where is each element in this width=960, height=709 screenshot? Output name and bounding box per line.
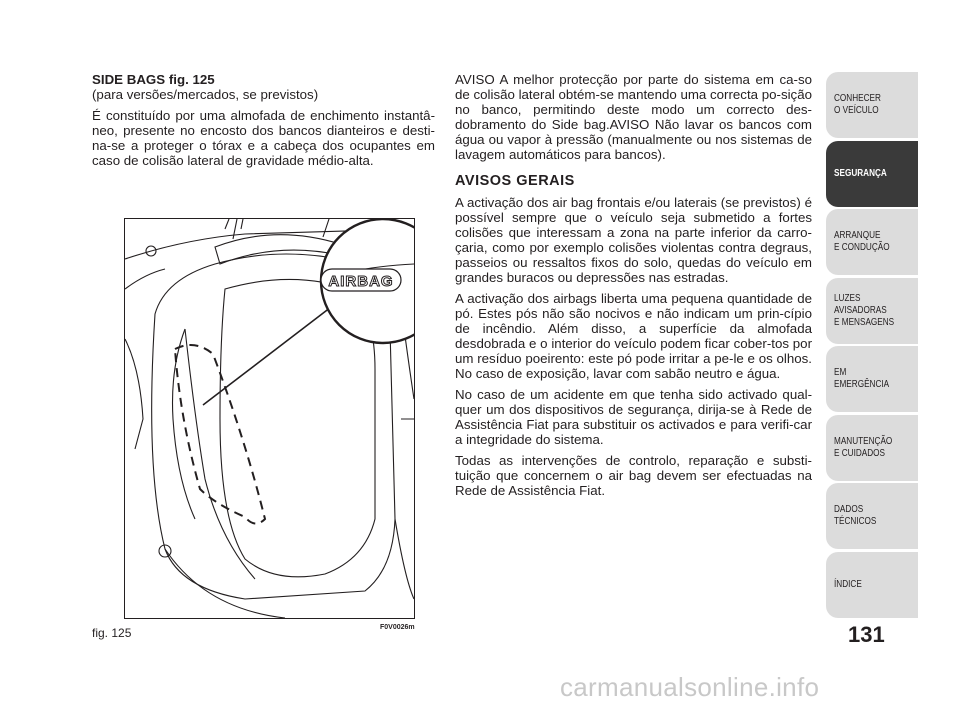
paragraph-activation: A activação dos air bag frontais e/ou laterais (se previstos) é possível sempre que o veículo seja submetido a fortes colisões que interessam a zona na parte inferior da carro-çaria, como por exemplo colisões violentas contra degraus, passeios ou ressaltos fixos do solo, quedas do veículo em grandes buracos ou depressões nas estradas. bbox=[455, 195, 812, 285]
tab-label: DADOS TÉCNICOS bbox=[834, 504, 877, 527]
paragraph-accident: No caso de um acidente em que tenha sido activado qual-quer um dos dispositivos de segurança, dirija-se à Rede de Assistência Fiat para substituir os activados e para verifi-car a integridade do sistema. bbox=[455, 387, 812, 447]
page-number: 131 bbox=[848, 622, 885, 647]
tab-label: ARRANQUE E CONDUÇÃO bbox=[834, 230, 890, 253]
side-bags-paragraph: É constituído por uma almofada de enchimento instantâ-neo, presente no encosto dos bancos dianteiros e desti-na-se a proteger o tórax e a cabeça dos ocupantes em caso de colisão lateral de gravidade médio-alta. bbox=[92, 108, 435, 168]
paragraph-dust: A activação dos airbags liberta uma pequena quantidade de pó. Estes pós não são nocivos e não indicam um prin-cípio de incêndio. Além disso, a superfície da almofada desdobrada e o interior do veículo podem ficar cober-tos por um resíduo poeirento: este pó pode irritar a pe-le e os olhos. No caso de exposição, lavar com sabão neutro e água. bbox=[455, 291, 812, 381]
figure-caption: fig. 125 bbox=[92, 626, 132, 640]
seat-illustration bbox=[125, 219, 414, 618]
right-column bbox=[455, 72, 812, 504]
tab-em-emergencia[interactable] bbox=[826, 346, 918, 412]
subheading: (para versões/mercados, se previstos) bbox=[92, 87, 319, 102]
left-column bbox=[92, 72, 435, 174]
tab-luzes-avisadoras[interactable] bbox=[826, 278, 918, 344]
tab-label: SEGURANÇA bbox=[834, 167, 887, 179]
tab-conhecer-o-veiculo[interactable] bbox=[826, 72, 918, 138]
tab-manutencao[interactable] bbox=[826, 415, 918, 481]
watermark: carmanualsonline.info bbox=[560, 672, 820, 702]
warning-paragraph: AVISO A melhor protecção por parte do sistema em ca-so de colisão lateral obtém-se mantendo uma correcta po-sição no banco, permitindo deste modo um correcto des-dobramento do Side bag.AVISO Não lavar os bancos com água ou vapor à pressão (manualmente ou nos sistemas de lavagem automáticos para bancos). bbox=[455, 72, 812, 162]
tab-label: CONHECER O VEÍCULO bbox=[834, 93, 881, 116]
tab-label: MANUTENÇÃO E CUIDADOS bbox=[834, 435, 893, 459]
tab-label: ÍNDICE bbox=[834, 578, 862, 590]
section-heading-avisos-gerais: AVISOS GERAIS bbox=[455, 173, 575, 189]
chapter-tabs bbox=[826, 72, 918, 620]
section-heading-side-bags: SIDE BAGS fig. 125 bbox=[92, 72, 215, 87]
tab-seguranca[interactable] bbox=[826, 141, 918, 207]
tab-indice[interactable] bbox=[826, 552, 918, 618]
tab-arranque-e-conducao[interactable] bbox=[826, 209, 918, 275]
airbag-badge-text: AIRBAG bbox=[328, 273, 394, 290]
tab-label: LUZES AVISADORAS E MENSAGENS bbox=[834, 292, 895, 328]
tab-dados-tecnicos[interactable] bbox=[826, 483, 918, 549]
seat-airbag-figure bbox=[124, 218, 415, 619]
paragraph-interventions: Todas as intervenções de controlo, reparação e substi-tuição que concernem o air bag devem ser efectuadas na Rede de Assistência Fiat. bbox=[455, 453, 812, 498]
figure-code: F0V0026m bbox=[380, 624, 415, 631]
tab-label: EM EMERGÊNCIA bbox=[834, 367, 890, 390]
